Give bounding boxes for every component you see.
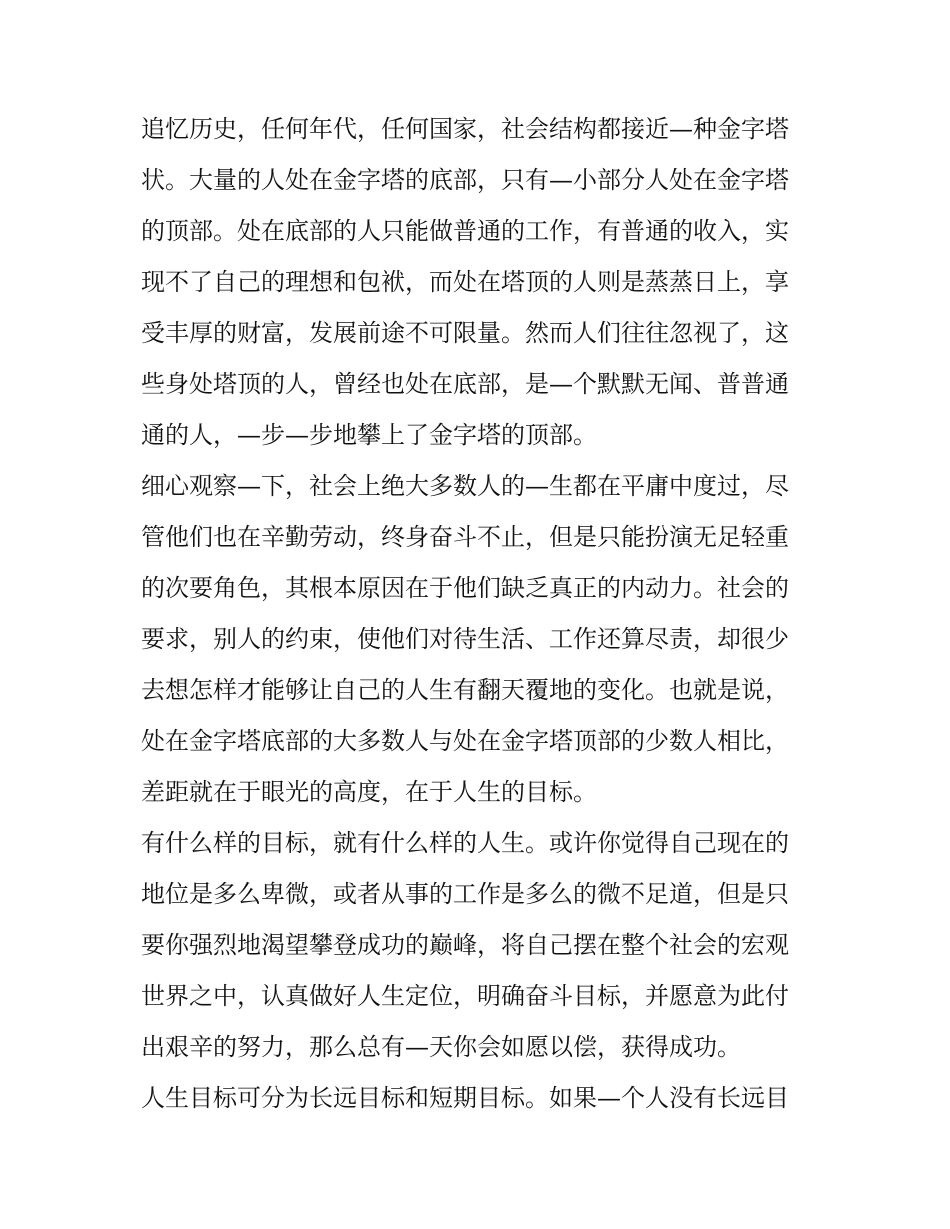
text-line-12: 去想怎样才能够让自己的人生有翻天覆地的变化。也就是说， xyxy=(141,676,789,704)
text-line-20: 人生目标可分为长远目标和短期目标。如果—个人没有长远目 xyxy=(141,1084,789,1112)
text-line-1: 追忆历史，任何年代，任何国家，社会结构都接近—种金字塔 xyxy=(141,115,789,143)
text-line-2: 状。大量的人处在金字塔的底部，只有—小部分人处在金字塔 xyxy=(141,166,789,194)
body-text xyxy=(141,104,821,1124)
text-line-7: 通的人，—步—步地攀上了金字塔的顶部。 xyxy=(141,421,597,449)
text-line-14: 差距就在于眼光的高度，在于人生的目标。 xyxy=(141,778,597,806)
text-line-17: 要你强烈地渴望攀登成功的巅峰，将自己摆在整个社会的宏观 xyxy=(141,931,789,959)
text-line-11: 要求，别人的约束，使他们对待生活、工作还算尽责，却很少 xyxy=(141,625,789,653)
text-line-18: 世界之中，认真做好人生定位，明确奋斗目标，并愿意为此付 xyxy=(141,982,789,1010)
text-line-15: 有什么样的目标，就有什么样的人生。或许你觉得自己现在的 xyxy=(141,829,789,857)
text-line-3: 的顶部。处在底部的人只能做普通的工作，有普通的收入，实 xyxy=(141,217,789,245)
text-line-8: 细心观察—下，社会上绝大多数人的—生都在平庸中度过，尽 xyxy=(141,472,789,500)
text-line-6: 些身处塔顶的人，曾经也处在底部，是—个默默无闻、普普通 xyxy=(141,370,789,398)
text-line-9: 管他们也在辛勤劳动，终身奋斗不止，但是只能扮演无足轻重 xyxy=(141,523,789,551)
text-line-10: 的次要角色，其根本原因在于他们缺乏真正的内动力。社会的 xyxy=(141,574,789,602)
text-line-16: 地位是多么卑微，或者从事的工作是多么的微不足道，但是只 xyxy=(141,880,789,908)
text-line-4: 现不了自己的理想和包袱，而处在塔顶的人则是蒸蒸日上，享 xyxy=(141,268,789,296)
text-line-19: 出艰辛的努力，那么总有—天你会如愿以偿，获得成功。 xyxy=(141,1033,741,1061)
text-line-13: 处在金字塔底部的大多数人与处在金字塔顶部的少数人相比， xyxy=(141,727,789,755)
text-line-5: 受丰厚的财富，发展前途不可限量。然而人们往往忽视了，这 xyxy=(141,319,789,347)
